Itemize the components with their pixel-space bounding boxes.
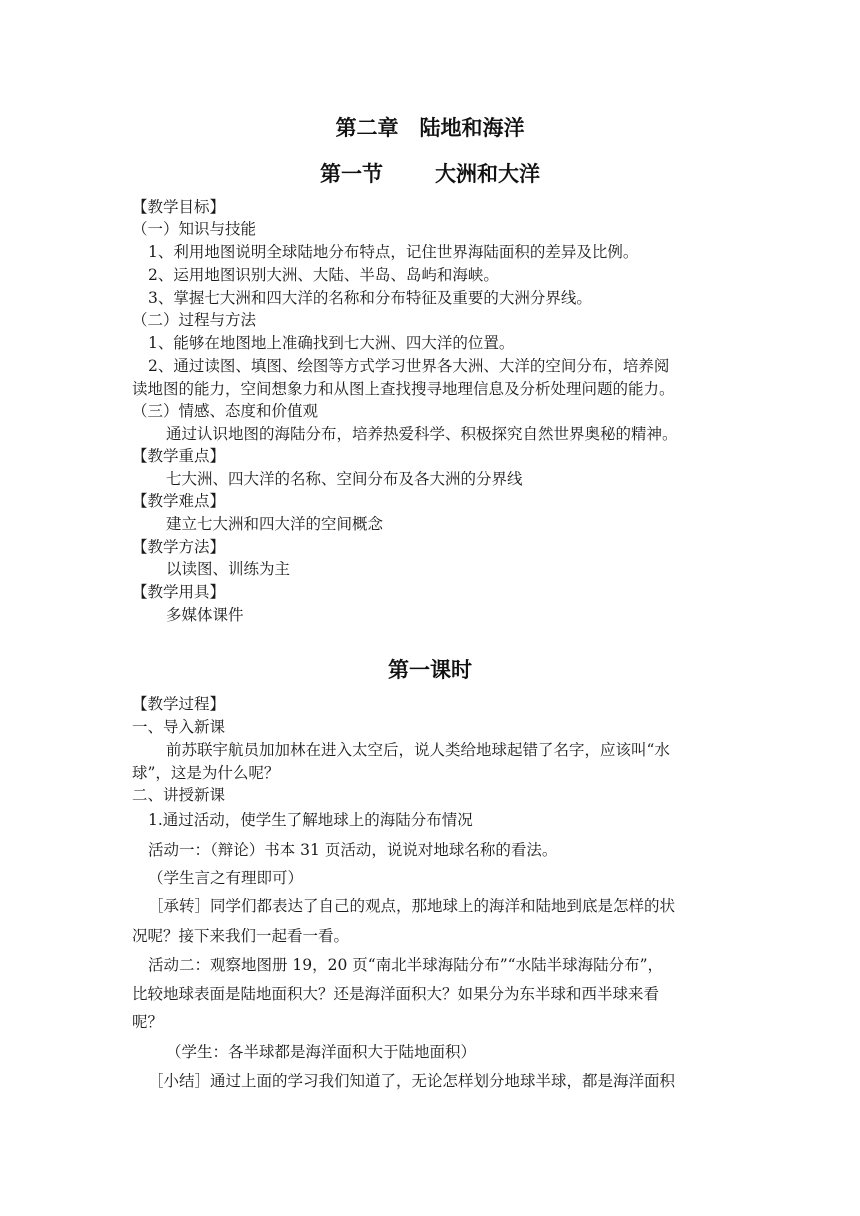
process-item-continued: 读地图的能力，空间想象力和从图上查找搜寻地理信息及分析处理问题的能力。 [132, 380, 675, 398]
process-item: 2、通过读图、填图、绘图等方式学习世界各大洲、大洋的空间分布，培养阅 [148, 357, 670, 375]
process-item: 1、能够在地图地上准确找到七大洲、四大洋的位置。 [148, 334, 515, 352]
summary-text: ［小结］通过上面的学习我们知道了，无论怎样划分地球半球，都是海洋面积 [148, 1072, 676, 1090]
step-teaching: 二、讲授新课 [132, 786, 226, 804]
methods-text: 以读图、训练为主 [166, 560, 291, 578]
objective-item: 3、掌握七大洲和四大洋的名称和分布特征及重要的大洲分界线。 [148, 289, 592, 307]
activity-one: 活动一：（辩论）书本 31 页活动，说说对地球名称的看法。 [148, 841, 558, 859]
subheading-process: （二）过程与方法 [132, 311, 257, 329]
student-answer: （学生：各半球都是海洋面积大于陆地面积） [166, 1043, 477, 1061]
section-title [0, 158, 860, 188]
heading-difficulties: 【教学难点】 [132, 492, 226, 510]
step-intro: 一、导入新课 [132, 718, 226, 736]
heading-process: 【教学过程】 [132, 695, 226, 713]
activity-one-note: （学生言之有理即可） [148, 869, 304, 887]
heading-tools: 【教学用具】 [132, 583, 226, 601]
activity-two: 活动二：观察地图册 19，20 页“南北半球海陆分布”“水陆半球海陆分布”， [148, 956, 663, 974]
heading-key-points: 【教学重点】 [132, 447, 226, 465]
objective-item: 1、利用地图说明全球陆地分布特点，记住世界海陆面积的差异及比例。 [148, 243, 639, 261]
lesson-title: 第一课时 [388, 658, 472, 682]
objective-item: 2、运用地图识别大洲、大陆、半岛、岛屿和海峡。 [148, 266, 499, 284]
activity-two-continued: 比较地球表面是陆地面积大？还是海洋面积大？如果分为东半球和西半球来看 [132, 985, 660, 1003]
chapter-title: 第二章 陆地和海洋 [335, 116, 525, 140]
attitude-text: 通过认识地图的海陆分布，培养热爱科学、积极探究自然世界奥秘的精神。 [166, 425, 678, 443]
section-name: 大洲和大洋 [435, 162, 540, 186]
heading-objectives: 【教学目标】 [132, 198, 226, 216]
heading-methods: 【教学方法】 [132, 538, 226, 556]
section-number: 第一节 [320, 162, 383, 186]
teaching-point: 1.通过活动，使学生了解地球上的海陆分布情况 [148, 811, 473, 829]
subheading-knowledge: （一）知识与技能 [132, 220, 257, 238]
activity-two-continued: 呢？ [132, 1013, 164, 1031]
tools-text: 多媒体课件 [166, 606, 244, 624]
difficulties-text: 建立七大洲和四大洋的空间概念 [166, 515, 384, 533]
subheading-attitude: （三）情感、态度和价值观 [132, 402, 319, 420]
transition-text-continued: 况呢？接下来我们一起看一看。 [132, 927, 350, 945]
intro-text-continued: 球”，这是为什么呢？ [132, 764, 280, 782]
key-points-text: 七大洲、四大洋的名称、空间分布及各大洲的分界线 [166, 470, 523, 488]
transition-text: ［承转］同学们都表达了自己的观点，那地球上的海洋和陆地到底是怎样的状 [148, 897, 676, 915]
intro-text: 前苏联宇航员加加林在进入太空后，说人类给地球起错了名字，应该叫“水 [166, 741, 670, 759]
